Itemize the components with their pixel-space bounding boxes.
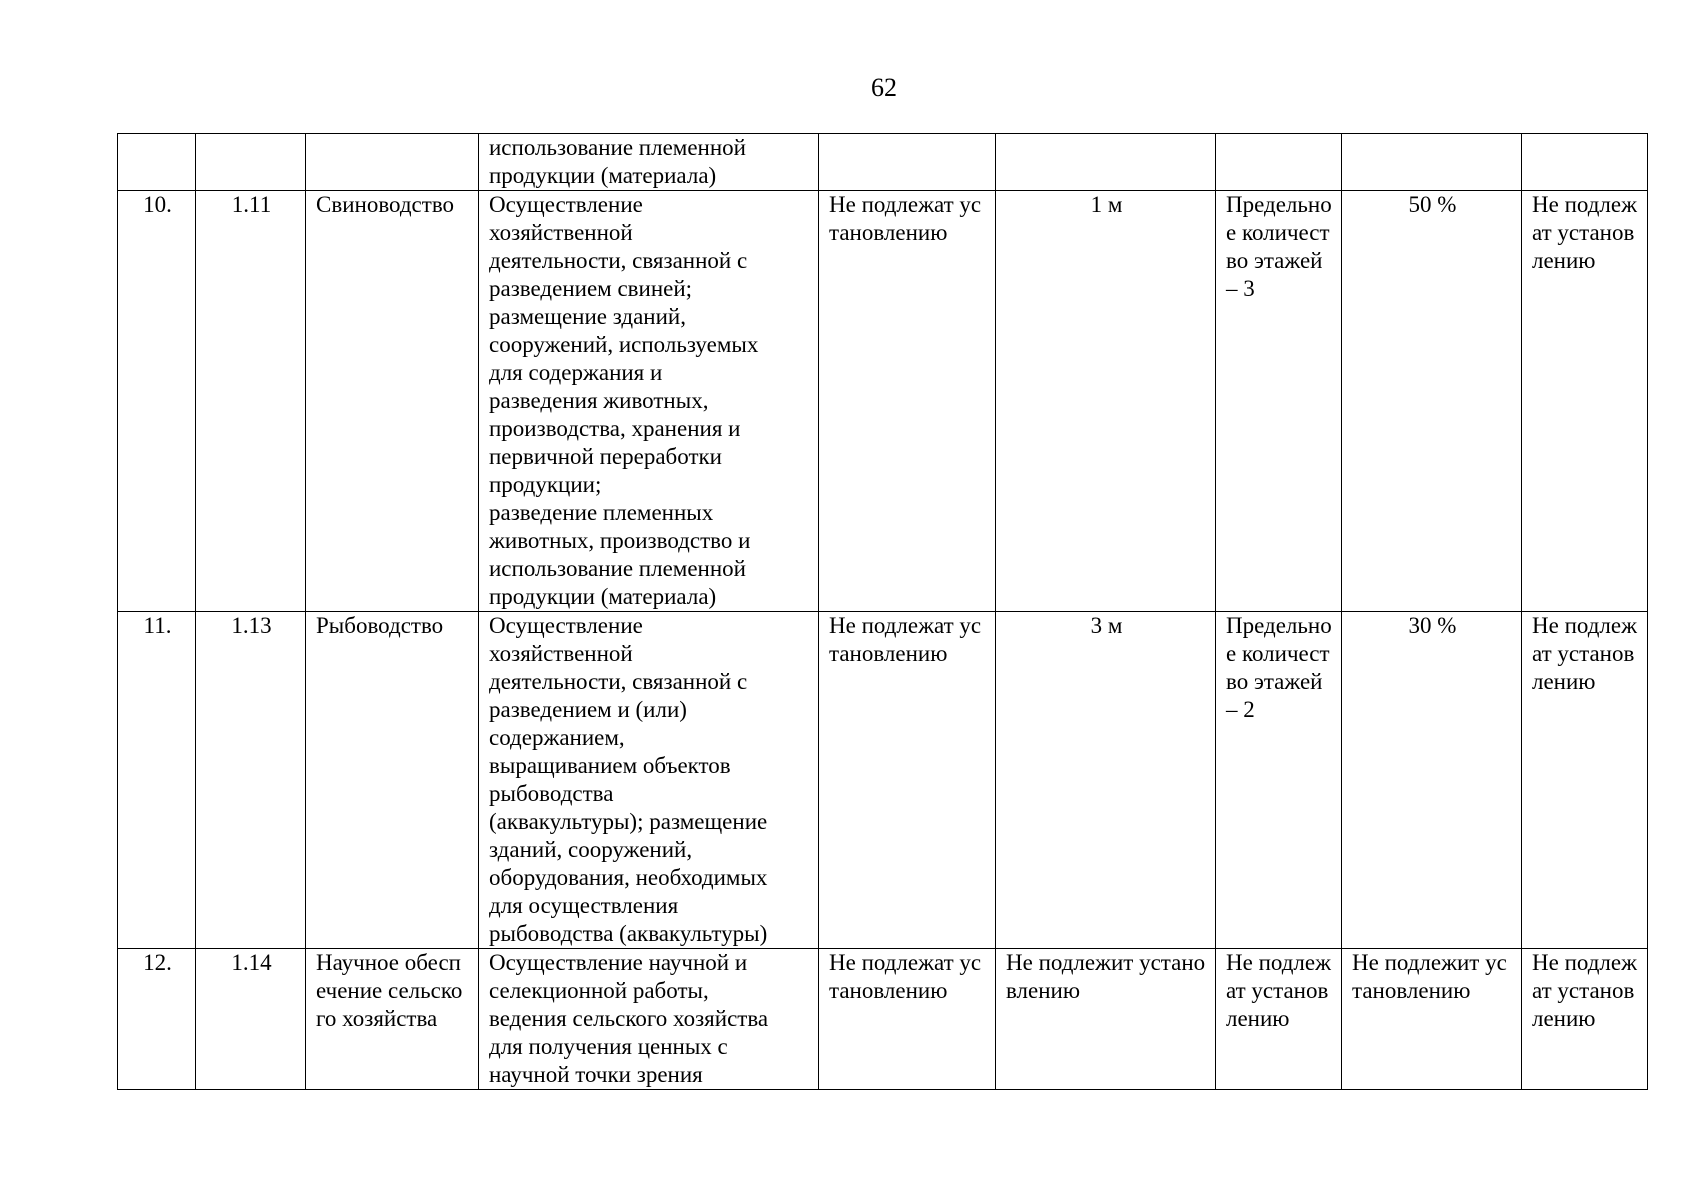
description-cell: Осуществление хозяйственной деятельности, связанной с разведением и (или) содержанием, выращиванием объектов рыбоводства (аквакультуры); размещение зданий, сооружений, оборудования, необходимых для осуществления рыбоводства (аквакультуры) bbox=[479, 612, 819, 949]
floors-cell bbox=[1216, 134, 1342, 191]
parameter-cell: Не подлежат установлению bbox=[819, 949, 996, 1090]
coverage-cell: 30 % bbox=[1342, 612, 1522, 949]
setback-cell: 3 м bbox=[996, 612, 1216, 949]
restrictions-cell: Не подлежат установлению bbox=[1522, 612, 1648, 949]
parameter-cell: Не подлежат установлению bbox=[819, 191, 996, 612]
land-use-table bbox=[117, 133, 1648, 1090]
table-row bbox=[118, 949, 1648, 1090]
row-number-cell: 11. bbox=[118, 612, 196, 949]
page-number: 62 bbox=[871, 73, 897, 102]
code-cell: 1.14 bbox=[196, 949, 306, 1090]
name-cell: Свиноводство bbox=[306, 191, 479, 612]
setback-cell: Не подлежит установлению bbox=[996, 949, 1216, 1090]
setback-cell bbox=[996, 134, 1216, 191]
code-cell bbox=[196, 134, 306, 191]
name-cell: Рыбоводство bbox=[306, 612, 479, 949]
restrictions-cell: Не подлежат установлению bbox=[1522, 191, 1648, 612]
floors-cell: Предельное количество этажей – 2 bbox=[1216, 612, 1342, 949]
coverage-cell: 50 % bbox=[1342, 191, 1522, 612]
row-number-cell: 12. bbox=[118, 949, 196, 1090]
row-number-cell: 10. bbox=[118, 191, 196, 612]
table-row bbox=[118, 191, 1648, 612]
name-cell bbox=[306, 134, 479, 191]
table-row bbox=[118, 134, 1648, 191]
coverage-cell: Не подлежит установлению bbox=[1342, 949, 1522, 1090]
restrictions-cell: Не подлежат установлению bbox=[1522, 949, 1648, 1090]
floors-cell: Не подлежат установлению bbox=[1216, 949, 1342, 1090]
setback-cell: 1 м bbox=[996, 191, 1216, 612]
description-cell: использование племенной продукции (материала) bbox=[479, 134, 819, 191]
code-cell: 1.11 bbox=[196, 191, 306, 612]
name-cell: Научное обеспечение сельского хозяйства bbox=[306, 949, 479, 1090]
parameter-cell bbox=[819, 134, 996, 191]
code-cell: 1.13 bbox=[196, 612, 306, 949]
table-row bbox=[118, 612, 1648, 949]
description-cell: Осуществление хозяйственной деятельности, связанной с разведением свиней; размещение зданий, сооружений, используемых для содержания и разведения животных, производства, хранения и первичной переработки продукции; разведение племенных животных, производство и использование племенной продукции (материала) bbox=[479, 191, 819, 612]
description-cell: Осуществление научной и селекционной работы, ведения сельского хозяйства для получения ценных с научной точки зрения bbox=[479, 949, 819, 1090]
floors-cell: Предельное количество этажей – 3 bbox=[1216, 191, 1342, 612]
row-number-cell bbox=[118, 134, 196, 191]
parameter-cell: Не подлежат установлению bbox=[819, 612, 996, 949]
restrictions-cell bbox=[1522, 134, 1648, 191]
coverage-cell bbox=[1342, 134, 1522, 191]
